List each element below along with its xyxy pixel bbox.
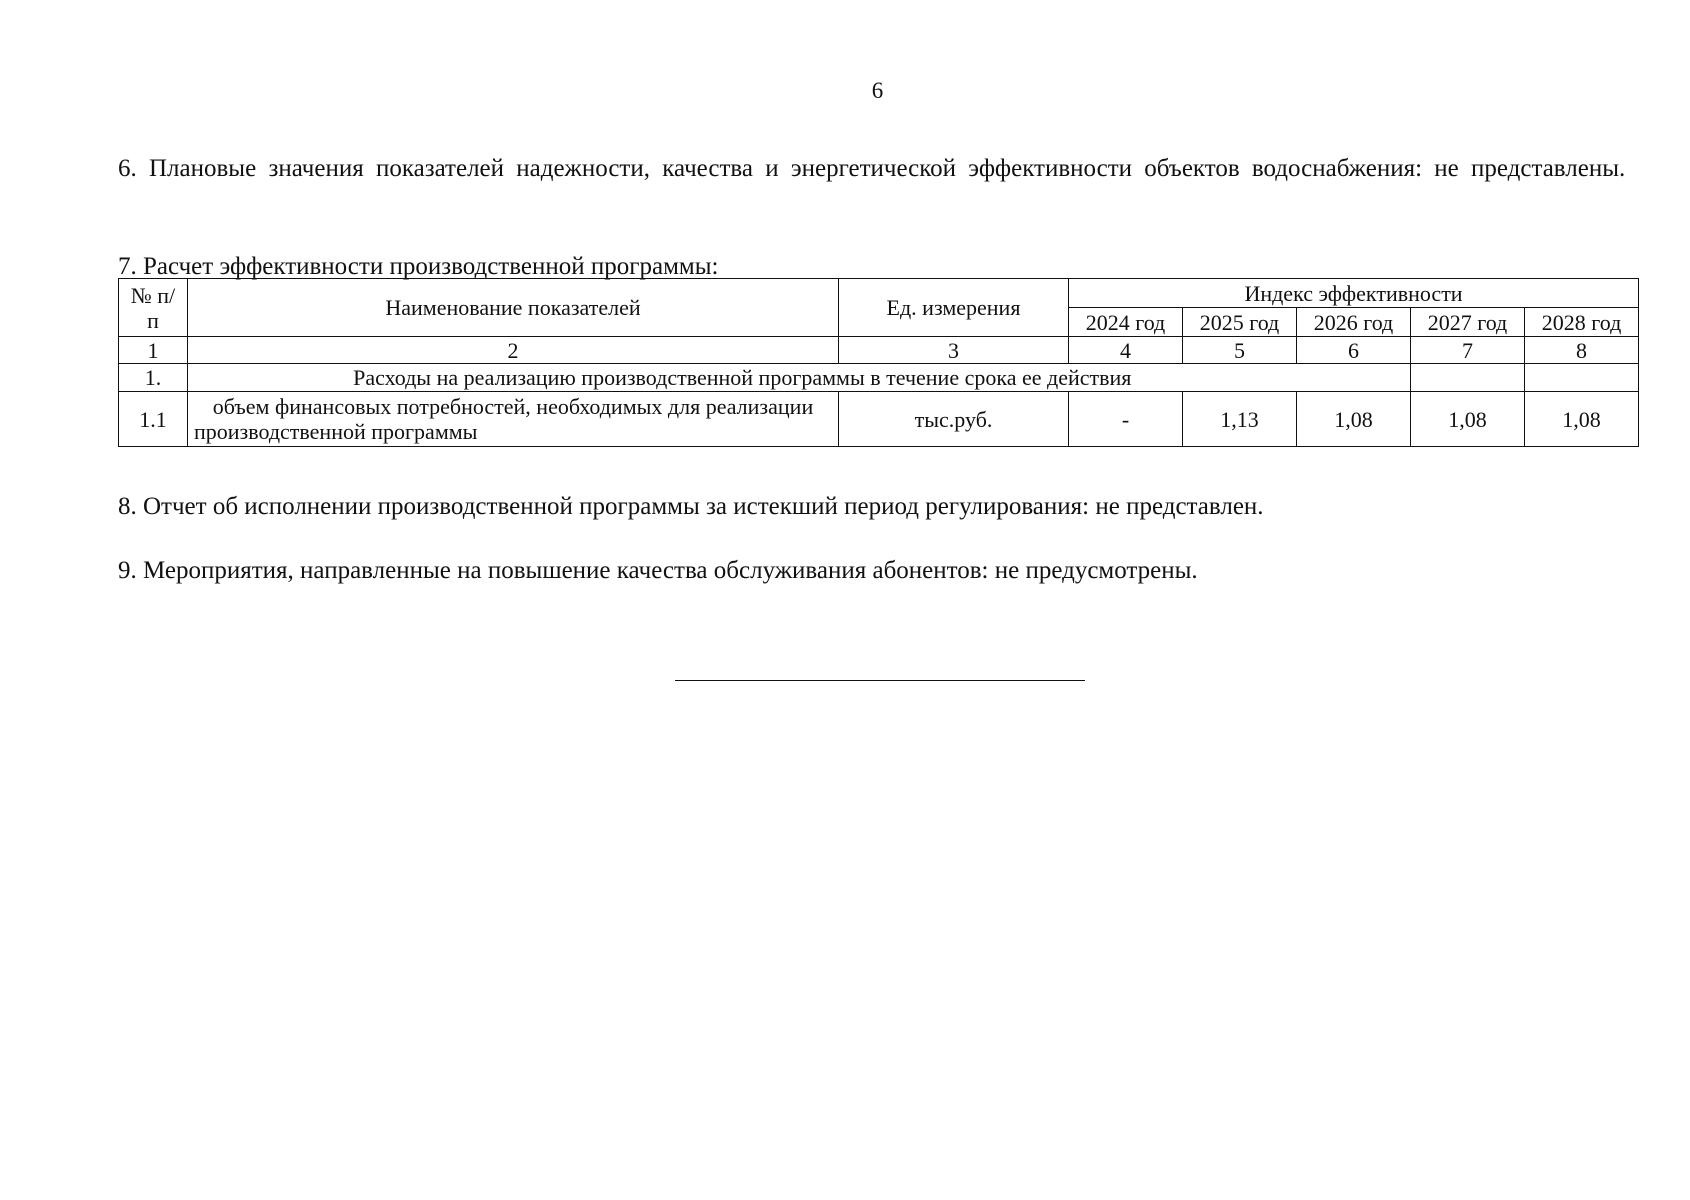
header-year: 2027 год bbox=[1411, 308, 1525, 337]
header-year: 2028 год bbox=[1525, 308, 1639, 337]
item-value: 1,08 bbox=[1525, 392, 1639, 447]
end-divider-line bbox=[675, 680, 1085, 681]
section-9-text: 9. Мероприятия, направленные на повышение качества обслуживания абонентов: не предусмотрены. bbox=[118, 557, 1198, 584]
column-number: 1 bbox=[119, 337, 188, 364]
column-number: 4 bbox=[1069, 337, 1183, 364]
empty-cell bbox=[1297, 364, 1411, 392]
page-number: 6 bbox=[871, 78, 884, 103]
column-number: 3 bbox=[839, 337, 1069, 364]
section-7-title: 7. Расчет эффективности производственной программы: bbox=[118, 253, 719, 280]
column-number: 8 bbox=[1525, 337, 1639, 364]
header-year: 2025 год bbox=[1183, 308, 1297, 337]
empty-cell bbox=[1525, 364, 1639, 392]
column-number: 6 bbox=[1297, 337, 1411, 364]
column-number: 2 bbox=[188, 337, 839, 364]
header-year: 2026 год bbox=[1297, 308, 1411, 337]
empty-cell bbox=[1411, 364, 1525, 392]
item-row-unit: тыс.руб. bbox=[839, 392, 1069, 447]
table-row bbox=[119, 392, 1639, 447]
item-row-name: объем финансовых потребностей, необходимых для реализации производственной программы bbox=[188, 392, 839, 447]
header-num: № п/п bbox=[119, 279, 188, 337]
efficiency-table bbox=[118, 278, 1639, 447]
table-row bbox=[119, 364, 1639, 392]
column-number-row bbox=[119, 337, 1639, 364]
section-6-text: 6. Плановые значения показателей надежности, качества и энергетической эффективности объектов водоснабжения: не представлены. bbox=[118, 155, 1626, 182]
item-value: 1,08 bbox=[1411, 392, 1525, 447]
table-header-row bbox=[119, 279, 1639, 308]
row-num: 1.1 bbox=[119, 392, 188, 447]
header-year: 2024 год bbox=[1069, 308, 1183, 337]
column-number: 7 bbox=[1411, 337, 1525, 364]
row-num: 1. bbox=[119, 364, 188, 392]
column-number: 5 bbox=[1183, 337, 1297, 364]
item-value: 1,13 bbox=[1183, 392, 1297, 447]
header-index-group: Индекс эффективности bbox=[1069, 279, 1639, 308]
section-8-text: 8. Отчет об исполнении производственной программы за истекший период регулирования: не представлен. bbox=[118, 493, 1264, 520]
item-value: 1,08 bbox=[1297, 392, 1411, 447]
header-unit: Ед. измерения bbox=[839, 279, 1069, 337]
group-row-name: Расходы на реализацию производственной программы в течение срока ее действия bbox=[188, 364, 1297, 392]
header-name: Наименование показателей bbox=[188, 279, 839, 337]
item-value: - bbox=[1069, 392, 1183, 447]
